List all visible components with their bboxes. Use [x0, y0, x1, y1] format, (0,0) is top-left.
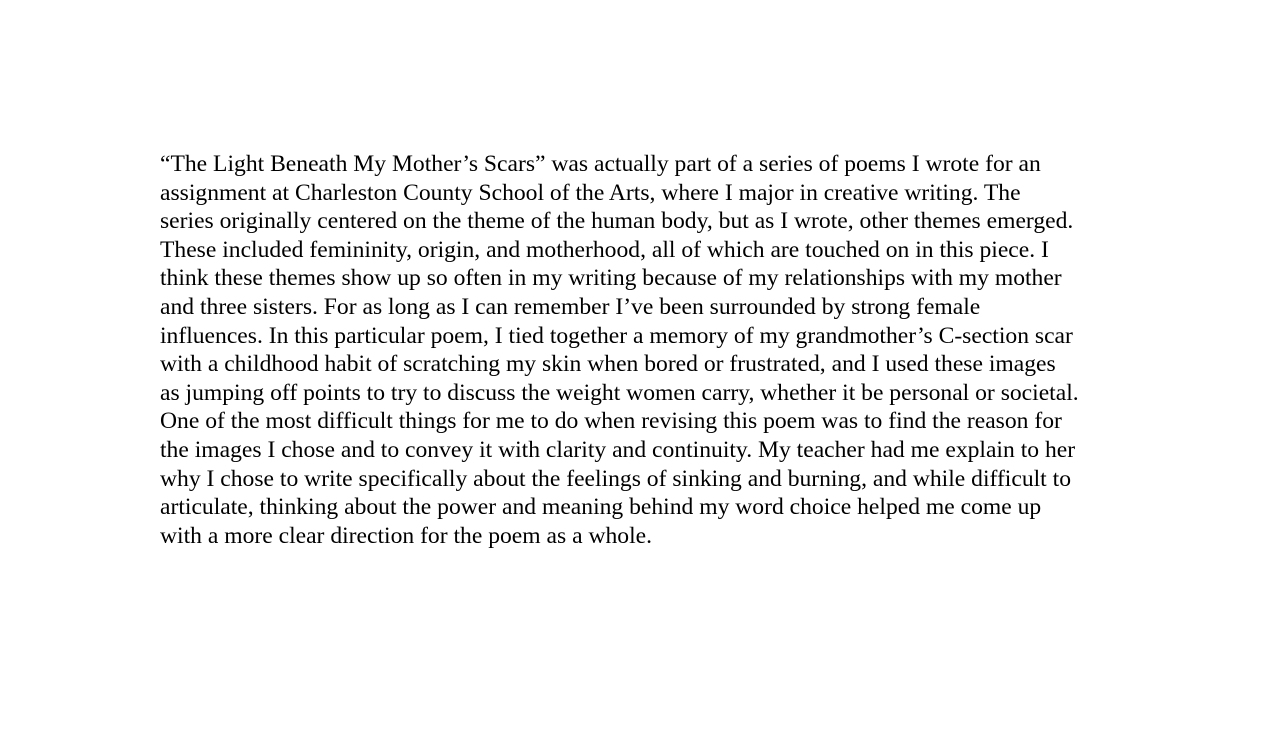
paragraph-line: series originally centered on the theme of the human body, but as I wrote, other themes emerged. [160, 208, 1074, 235]
paragraph-line: with a childhood habit of scratching my skin when bored or frustrated, and I used these images [160, 351, 1056, 378]
paragraph-line: “The Light Beneath My Mother’s Scars” was actually part of a series of poems I wrote for an [160, 151, 1041, 177]
paragraph-line: think these themes show up so often in my writing because of my relationships with my mother [160, 265, 1062, 292]
paragraph-line: as jumping off points to try to discuss the weight women carry, whether it be personal or societal. [160, 379, 1079, 406]
paragraph-line: These included femininity, origin, and motherhood, all of which are touched on in this piece. I [160, 236, 1049, 263]
paragraph-line: why I chose to write specifically about the feelings of sinking and burning, and while difficult to [160, 465, 1071, 492]
paragraph-line: the images I chose and to convey it with clarity and continuity. My teacher had me explain to her [160, 436, 1076, 463]
paragraph-line: articulate, thinking about the power and meaning behind my word choice helped me come up [160, 494, 1042, 521]
paragraph-line: influences. In this particular poem, I tied together a memory of my grandmother’s C-section scar [160, 322, 1073, 349]
paragraph-line: with a more clear direction for the poem as a whole. [160, 522, 653, 549]
paragraph-line: One of the most difficult things for me to do when revising this poem was to find the reason for [160, 408, 1062, 435]
body-paragraph [160, 150, 1140, 550]
paragraph-line: assignment at Charleston County School of the Arts, where I major in creative writing. The [160, 179, 1021, 206]
paragraph-line: and three sisters. For as long as I can remember I’ve been surrounded by strong female [160, 293, 981, 320]
